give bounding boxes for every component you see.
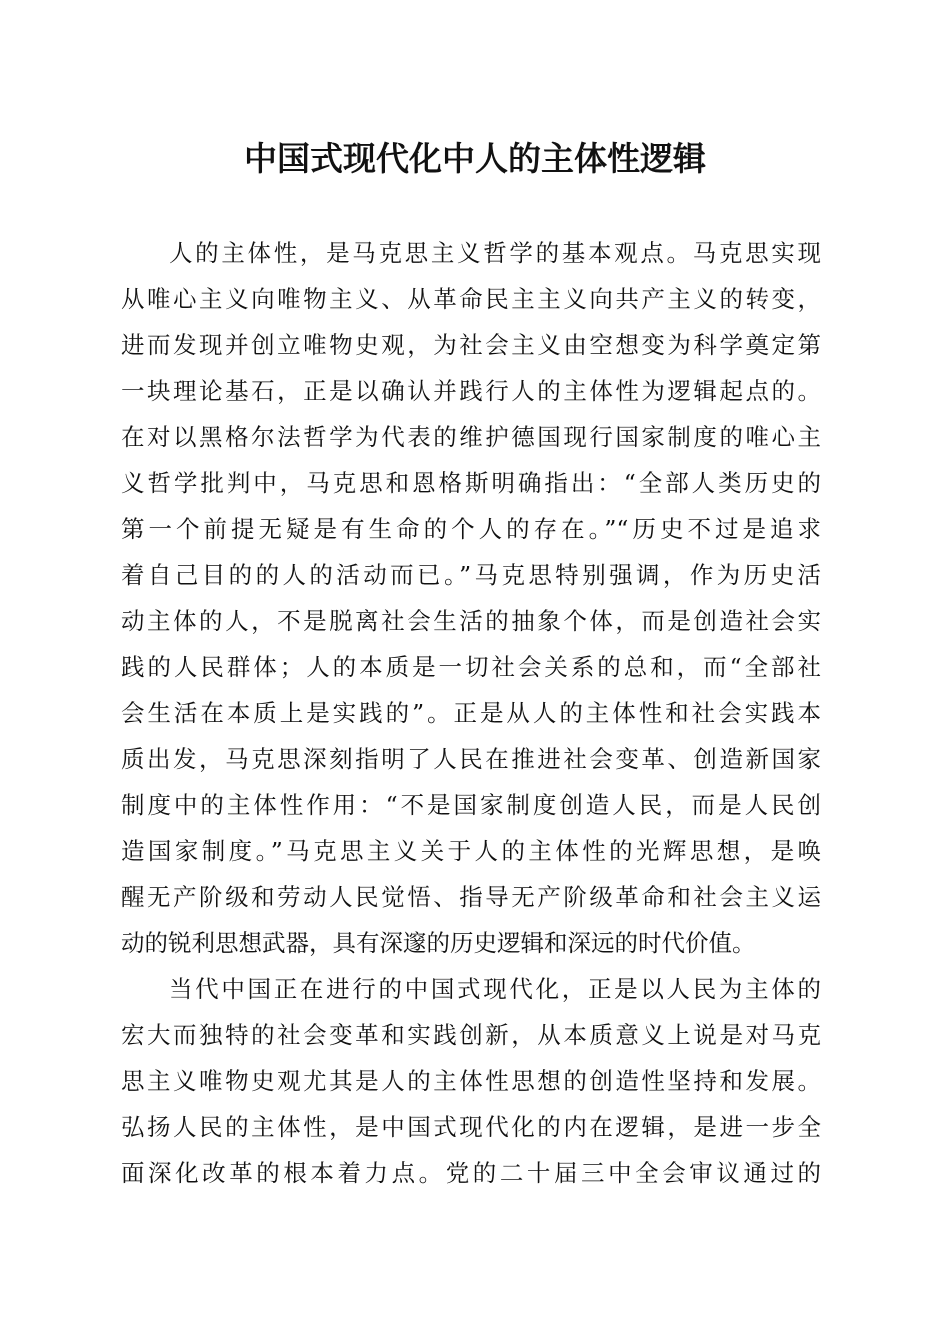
document-title: 中国式现代化中人的主体性逻辑	[244, 139, 706, 178]
paragraph-2-line-4: 弘扬人民的主体性，是中国式现代化的内在逻辑，是进一步全	[121, 1113, 821, 1141]
paragraph-1-line-11: 会生活在本质上是实践的”。正是从人的主体性和社会实践本	[121, 699, 821, 727]
paragraph-1-line-5: 在对以黑格尔法哲学为代表的维护德国现行国家制度的唯心主	[121, 423, 821, 451]
paragraph-1-line-10: 践的人民群体；人的本质是一切社会关系的总和，而“全部社	[121, 653, 821, 681]
paragraph-1-line-4: 一块理论基石，正是以确认并践行人的主体性为逻辑起点的。	[121, 377, 821, 405]
paragraph-1-line-15: 醒无产阶级和劳动人民觉悟、指导无产阶级革命和社会主义运	[121, 883, 821, 911]
paragraph-1-line-6: 义哲学批判中，马克思和恩格斯明确指出：“全部人类历史的	[121, 469, 821, 497]
paragraph-2-line-3: 思主义唯物史观尤其是人的主体性思想的创造性坚持和发展。	[121, 1067, 821, 1095]
paragraph-1-line-1: 人的主体性，是马克思主义哲学的基本观点。马克思实现	[169, 239, 821, 267]
paragraph-1-line-16: 动的锐利思想武器，具有深邃的历史逻辑和深远的时代价值。	[121, 929, 756, 957]
paragraph-1-line-12: 质出发，马克思深刻指明了人民在推进社会变革、创造新国家	[121, 745, 821, 773]
paragraph-1-line-13: 制度中的主体性作用：“不是国家制度创造人民，而是人民创	[121, 791, 821, 819]
paragraph-2-line-5: 面深化改革的根本着力点。党的二十届三中全会审议通过的	[121, 1159, 821, 1187]
paragraph-1-line-14: 造国家制度。”马克思主义关于人的主体性的光辉思想，是唤	[121, 837, 821, 865]
paragraph-2-line-1: 当代中国正在进行的中国式现代化，正是以人民为主体的	[169, 975, 821, 1003]
paragraph-1-line-3: 进而发现并创立唯物史观，为社会主义由空想变为科学奠定第	[121, 331, 821, 359]
paragraph-1-line-7: 第一个前提无疑是有生命的个人的存在。”“历史不过是追求	[121, 515, 821, 543]
paragraph-1-line-2: 从唯心主义向唯物主义、从革命民主主义向共产主义的转变，	[121, 285, 821, 313]
paragraph-1-line-8: 着自己目的的人的活动而已。”马克思特别强调，作为历史活	[121, 561, 821, 589]
paragraph-2-line-2: 宏大而独特的社会变革和实践创新，从本质意义上说是对马克	[121, 1021, 821, 1049]
paragraph-1-line-9: 动主体的人，不是脱离社会生活的抽象个体，而是创造社会实	[121, 607, 821, 635]
